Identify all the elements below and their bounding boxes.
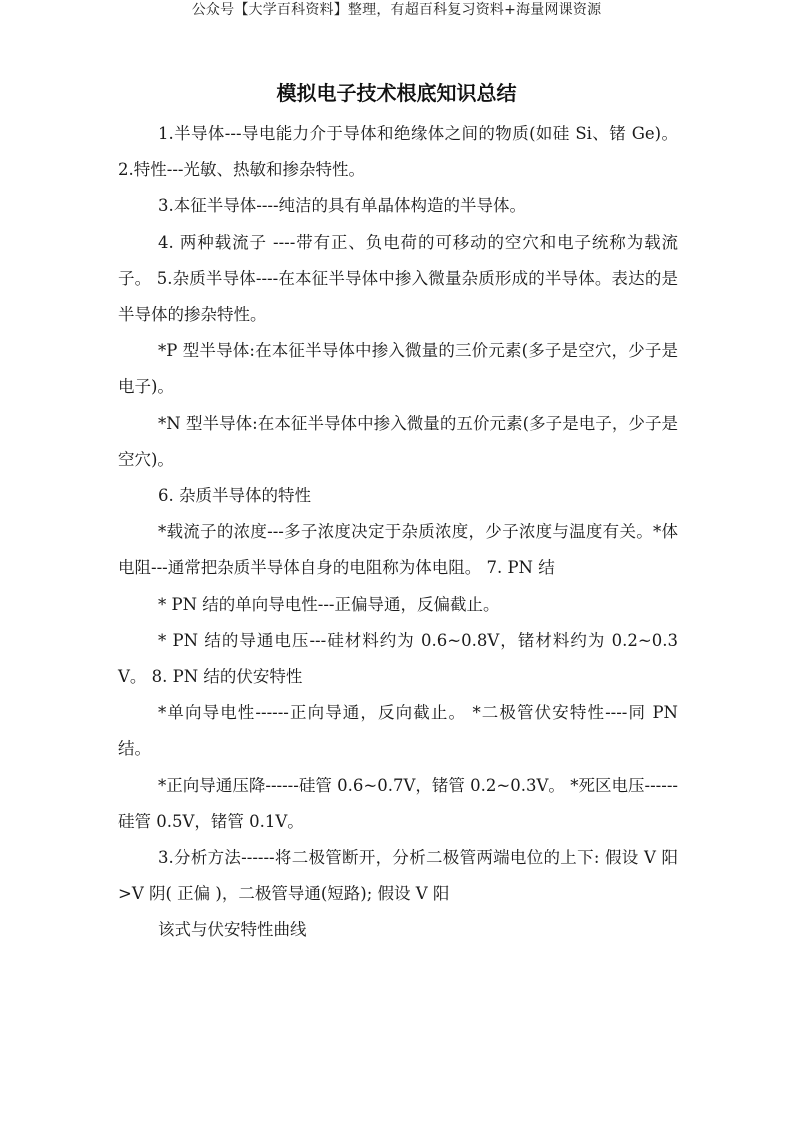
paragraph-iv-curve: 该式与伏安特性曲线: [158, 920, 307, 940]
paragraph-p-type: *P 型半导体:在本征半导体中掺入微量的三价元素(多子是空穴，少子是电子)。: [118, 341, 678, 397]
paragraph-analysis-method: 3.分析方法------将二极管断开，分析二极管两端电位的上下: 假设 V 阳 >V 阴( 正偏 )，二极管导通(短路); 假设 V 阳: [118, 848, 678, 904]
paragraph-carrier-concentration: *载流子的浓度---多子浓度决定于杂质浓度，少子浓度与温度有关。*体电阻---通常把杂质半导体自身的电阻称为体电阻。 7. PN 结: [118, 522, 678, 578]
paragraph-carriers-and-impurity: 4. 两种载流子 ----带有正、负电荷的可移动的空穴和电子统称为载流子。 5.杂质半导体----在本征半导体中掺入微量杂质形成的半导体。表达的是半导体的掺杂特性。: [118, 232, 678, 325]
paragraph-pn-conduction-voltage: * PN 结的导通电压---硅材料约为 0.6~0.8V，锗材料约为 0.2~0.3V。 8. PN 结的伏安特性: [118, 630, 678, 687]
source-watermark-banner: 公众号【大学百科资料】整理，有超百科复习资料+海量网课资源: [191, 2, 602, 18]
paragraph-n-type: *N 型半导体:在本征半导体中掺入微量的五价元素(多子是电子，少子是空穴)。: [118, 413, 678, 469]
paragraph-pn-unidirectional: * PN 结的单向导电性---正偏导通，反偏截止。: [158, 594, 500, 614]
paragraph-diode-iv: *单向导电性------正向导通，反向截止。 *二极管伏安特性----同 PN 结。: [118, 703, 678, 759]
paragraph-forward-drop: *正向导通压降------硅管 0.6~0.7V，锗管 0.2~0.3V。 *死区电压------硅管 0.5V，锗管 0.1V。: [118, 775, 678, 831]
paragraph-intrinsic-semiconductor: 3.本征半导体----纯洁的具有单晶体构造的半导体。: [158, 196, 527, 216]
document-body: [118, 116, 678, 949]
document-title: 模拟电子技术根底知识总结: [276, 81, 517, 105]
paragraph-semiconductor-definition: 1.半导体---导电能力介于导体和绝缘体之间的物质(如硅 Si、锗 Ge)。 2.特性---光敏、热敏和掺杂特性。: [118, 124, 678, 180]
paragraph-impurity-characteristics-heading: 6. 杂质半导体的特性: [158, 486, 311, 506]
